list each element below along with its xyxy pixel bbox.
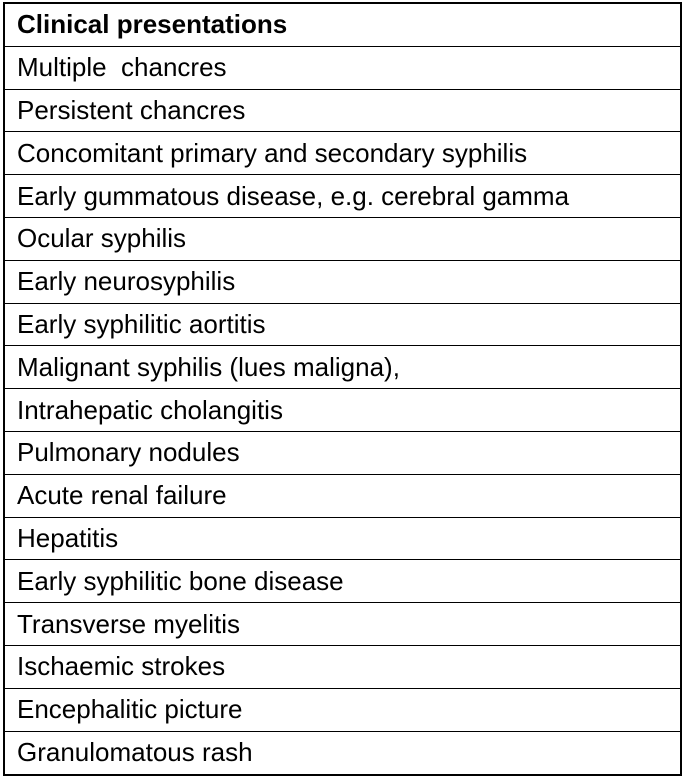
clinical-presentations-table [3,2,682,776]
table-row: Early gummatous disease, e.g. cerebral gamma [5,175,680,218]
table-row: Encephalitic picture [5,689,680,732]
table-row: Multiple chancres [5,47,680,90]
table-row: Pulmonary nodules [5,432,680,475]
table-row: Concomitant primary and secondary syphilis [5,132,680,175]
table-row: Early syphilitic aortitis [5,304,680,347]
table-row: Early neurosyphilis [5,261,680,304]
table-row: Ocular syphilis [5,218,680,261]
table-row: Persistent chancres [5,90,680,133]
table-row: Transverse myelitis [5,603,680,646]
table-row: Hepatitis [5,518,680,561]
table-row: Malignant syphilis (lues maligna), [5,346,680,389]
table-row: Granulomatous rash [17,737,253,768]
table-header: Clinical presentations [5,4,680,47]
table-row: Ischaemic strokes [5,646,680,689]
table-row: Intrahepatic cholangitis [5,389,680,432]
table-row: Early syphilitic bone disease [5,560,680,603]
table-row: Acute renal failure [5,475,680,518]
